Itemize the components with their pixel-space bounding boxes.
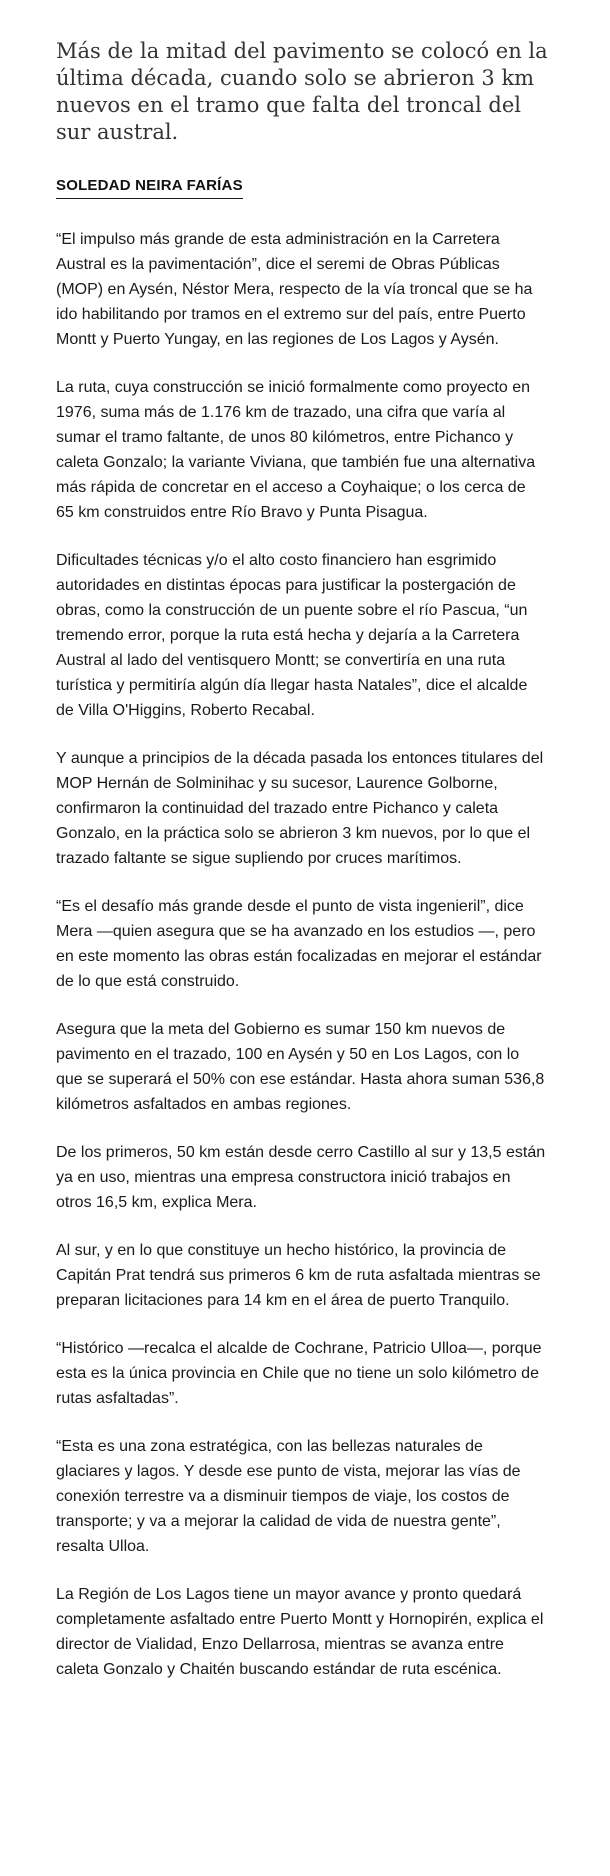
article-body: [56, 38, 566, 1682]
byline: [56, 176, 566, 204]
article-lead: Más de la mitad del pavimento se colocó en la última década, cuando solo se abrieron 3 km nuevos en el tramo que falta del troncal del sur austral.: [56, 39, 548, 144]
paragraph: “Es el desafío más grande desde el punto de vista ingenieril”, dice Mera —quien asegura que se ha avanzado en los estudios —, pero en este momento las obras están focalizadas en mejorar el estándar de lo que está construido.: [56, 898, 542, 990]
paragraph: “El impulso más grande de esta administración en la Carretera Austral es la pavimentación”, dice el seremi de Obras Públicas (MOP) en Aysén, Néstor Mera, respecto de la vía troncal que se ha ido habilitando por tramos en el extremo sur del país, entre Puerto Montt y Puerto Yungay, en las regiones de Los Lagos y Aysén.: [56, 231, 533, 348]
paragraph: “Esta es una zona estratégica, con las bellezas naturales de glaciares y lagos. Y desde ese punto de vista, mejorar las vías de conexión terrestre va a disminuir tiempos de viaje, los costos de transporte; y va a mejorar la calidad de vida de nuestra gente”, resalta Ulloa.: [56, 1438, 521, 1555]
paragraph: De los primeros, 50 km están desde cerro Castillo al sur y 13,5 están ya en uso, mientras una empresa constructora inició trabajos en otros 16,5 km, explica Mera.: [56, 1144, 546, 1211]
paragraph: Al sur, y en lo que constituye un hecho histórico, la provincia de Capitán Prat tendrá sus primeros 6 km de ruta asfaltada mientras se preparan licitaciones para 14 km en el área de puerto Tranquilo.: [56, 1242, 541, 1309]
paragraph: La ruta, cuya construcción se inició formalmente como proyecto en 1976, suma más de 1.176 km de trazado, una cifra que varía al sumar el tramo faltante, de unos 80 kilómetros, entre Pichanco y caleta Gonzalo; la variante Viviana, que también fue una alternativa más rápida de concretar en el acceso a Coyhaique; o los cerca de 65 km construidos entre Río Bravo y Punta Pisagua.: [56, 379, 536, 521]
paragraph: Y aunque a principios de la década pasada los entonces titulares del MOP Hernán de Solminihac y su sucesor, Laurence Golborne, confirmaron la continuidad del trazado entre Pichanco y caleta Gonzalo, en la práctica solo se abrieron 3 km nuevos, por lo que el trazado faltante se sigue supliendo por cruces marítimos.: [56, 750, 544, 867]
paragraph: “Histórico —recalca el alcalde de Cochrane, Patricio Ulloa—, porque esta es la única provincia en Chile que no tiene un solo kilómetro de rutas asfaltadas”.: [56, 1340, 542, 1407]
author-name[interactable]: SOLEDAD NEIRA FARÍAS: [56, 176, 243, 199]
paragraph: Asegura que la meta del Gobierno es sumar 150 km nuevos de pavimento en el trazado, 100 en Aysén y 50 en Los Lagos, con lo que se superará el 50% con ese estándar. Hasta ahora suman 536,8 kilómetros asfaltados en ambas regiones.: [56, 1021, 545, 1113]
paragraph: Dificultades técnicas y/o el alto costo financiero han esgrimido autoridades en distintas épocas para justificar la postergación de obras, como la construcción de un puente sobre el río Pascua, “un tremendo error, porque la ruta está hecha y dejaría a la Carretera Austral al lado del ventisquero Montt; se convertiría en una ruta turística y permitiría algún día llegar hasta Natales”, dice el alcalde de Villa O'Higgins, Roberto Recabal.: [56, 552, 528, 719]
paragraph: La Región de Los Lagos tiene un mayor avance y pronto quedará completamente asfaltado entre Puerto Montt y Hornopirén, explica el director de Vialidad, Enzo Dellarrosa, mientras se avanza entre caleta Gonzalo y Chaitén buscando estándar de ruta escénica.: [56, 1586, 544, 1678]
